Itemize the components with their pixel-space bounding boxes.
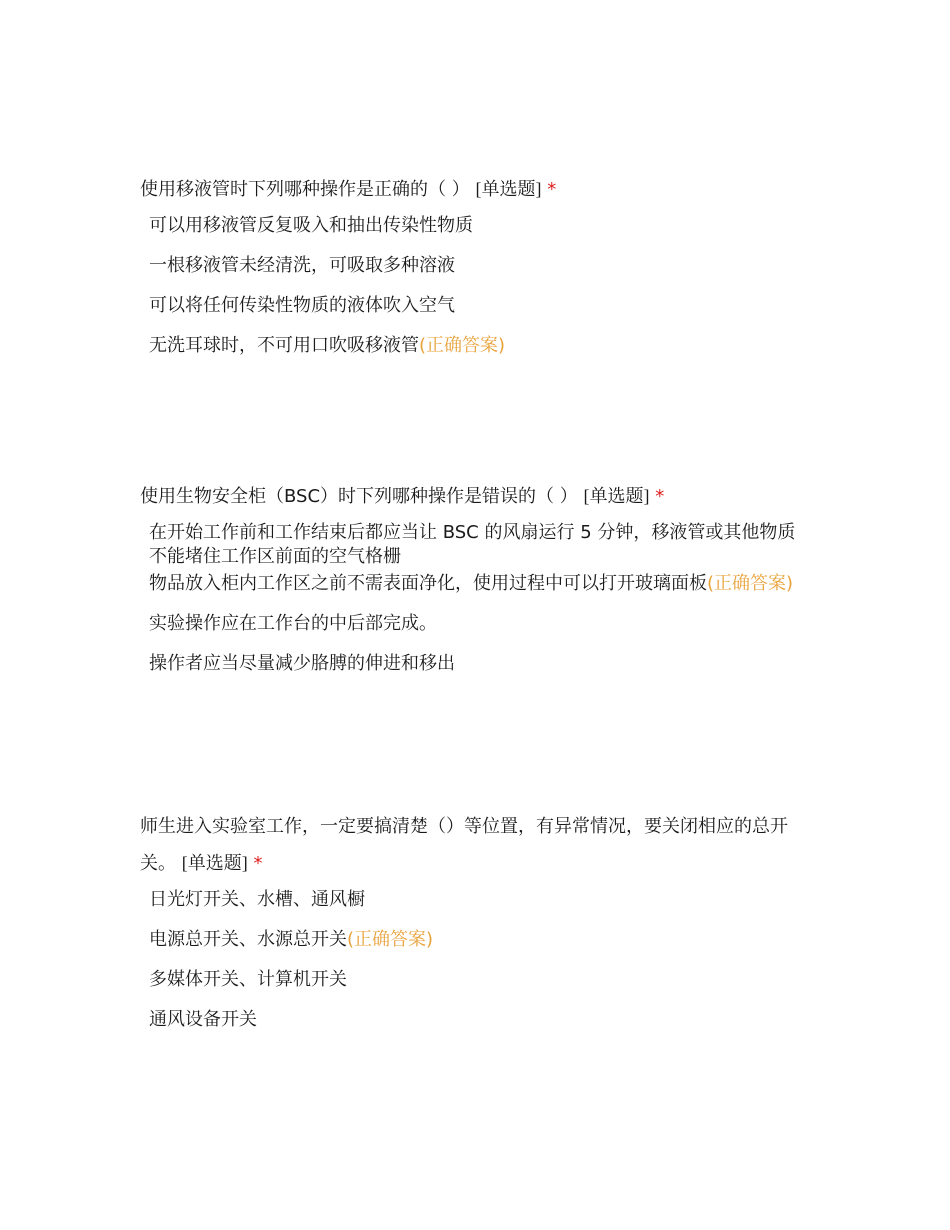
question-title — [140, 478, 820, 515]
required-marker: * — [655, 486, 665, 507]
option-text: 物品放入柜内工作区之前不需表面净化，使用过程中可以打开玻璃面板 — [149, 573, 707, 594]
correct-answer-mark: (正确答案) — [419, 335, 506, 356]
option-item[interactable] — [149, 294, 820, 318]
option-text: 通风设备开关 — [149, 1009, 257, 1030]
option-text: 日光灯开关、水槽、通风橱 — [149, 889, 365, 910]
question-type-tag: [单选题] — [475, 179, 542, 199]
option-text: 多媒体开关、计算机开关 — [149, 969, 347, 990]
question-text: 使用移液管时下列哪种操作是正确的（ ） — [140, 179, 470, 200]
correct-answer-mark: (正确答案) — [347, 929, 434, 950]
question-title — [140, 809, 820, 882]
option-text: 实验操作应在工作台的中后部完成。 — [149, 613, 437, 634]
option-text: 可以用移液管反复吸入和抽出传染性物质 — [149, 215, 473, 236]
question-1 — [140, 171, 820, 374]
option-item[interactable] — [149, 521, 799, 569]
option-text: 电源总开关、水源总开关 — [149, 929, 347, 950]
question-type-tag: [单选题] — [583, 486, 650, 506]
question-text: 师生进入实验室工作，一定要搞清楚（）等位置，有异常情况，要关闭相应的总开关。 — [140, 816, 788, 874]
option-item[interactable] — [149, 334, 820, 358]
required-marker: * — [547, 179, 557, 200]
option-list — [149, 521, 799, 676]
option-item[interactable] — [149, 928, 820, 952]
option-item[interactable] — [149, 214, 820, 238]
question-3 — [140, 809, 820, 1048]
option-item[interactable] — [149, 254, 820, 278]
option-text: 在开始工作前和工作结束后都应当让 BSC 的风扇运行 5 分钟，移液管或其他物质不能堵住工作区前面的空气格栅 — [149, 522, 796, 567]
option-item[interactable] — [149, 1008, 820, 1032]
option-text: 操作者应当尽量减少胳膊的伸进和移出 — [149, 653, 455, 674]
question-2 — [140, 478, 820, 692]
option-item[interactable] — [149, 888, 820, 912]
question-type-tag: [单选题] — [181, 853, 248, 873]
correct-answer-mark: (正确答案) — [707, 573, 794, 594]
option-item[interactable] — [149, 652, 799, 676]
option-item[interactable] — [149, 572, 799, 596]
option-text: 无洗耳球时，不可用口吹吸移液管 — [149, 335, 419, 356]
option-item[interactable] — [149, 612, 799, 636]
question-title — [140, 171, 820, 208]
option-list — [149, 214, 820, 358]
option-list — [149, 888, 820, 1032]
option-text: 一根移液管未经清洗，可吸取多种溶液 — [149, 255, 455, 276]
required-marker: * — [253, 853, 263, 874]
question-text: 使用生物安全柜（BSC）时下列哪种操作是错误的（ ） — [140, 486, 578, 507]
option-text: 可以将任何传染性物质的液体吹入空气 — [149, 295, 455, 316]
option-item[interactable] — [149, 968, 820, 992]
